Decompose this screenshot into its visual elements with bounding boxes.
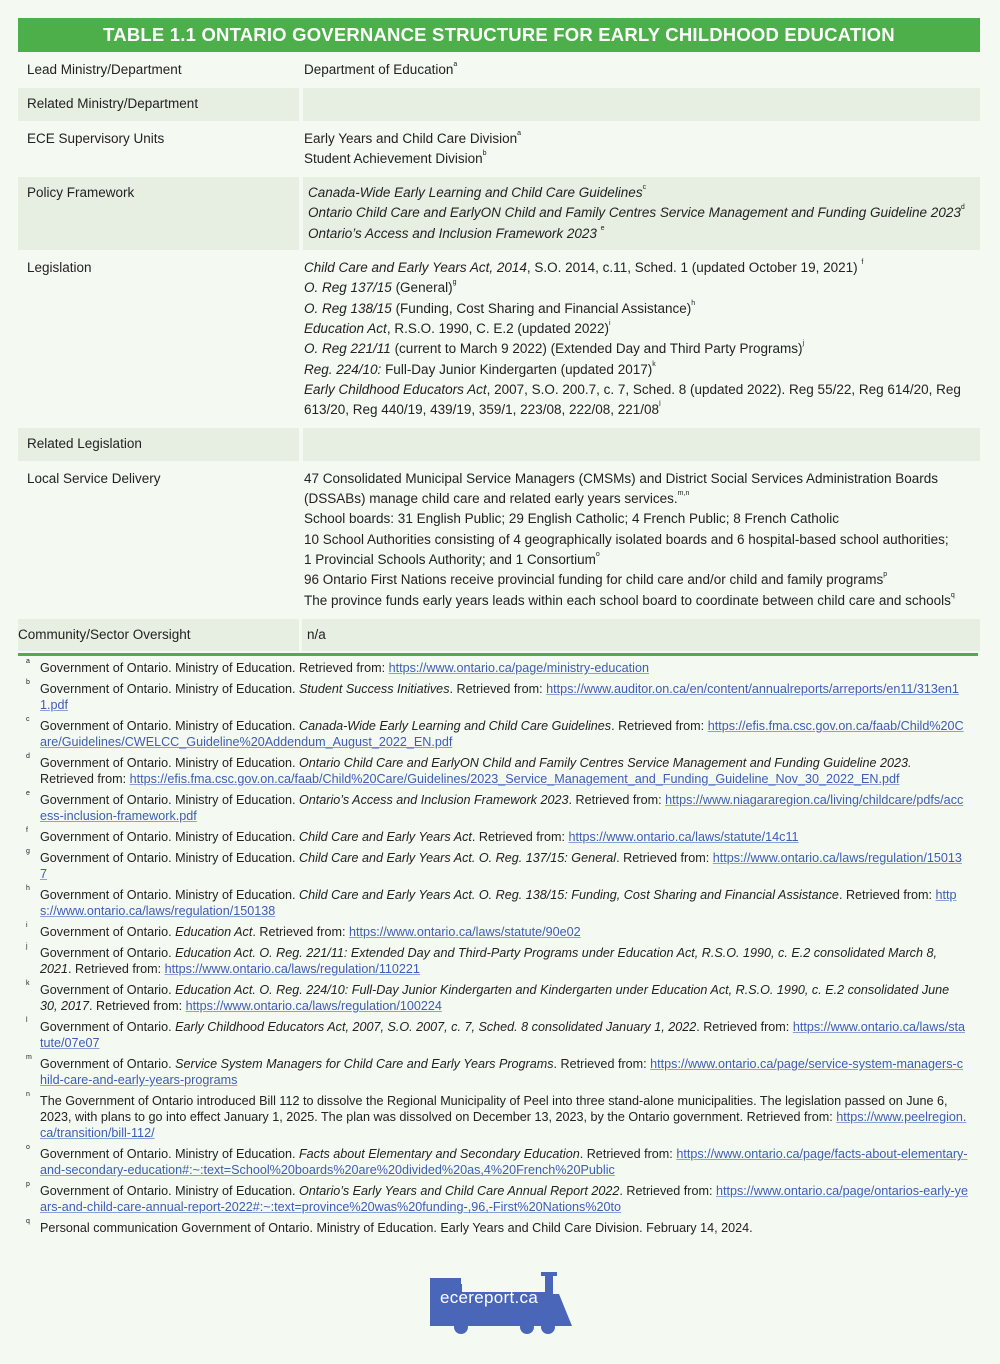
footnote: [18, 945, 968, 977]
row-label: Policy Framework: [18, 177, 299, 250]
footnote-text: . Retrieved from:: [696, 1020, 793, 1035]
value-italic: O. Reg 137/15: [304, 280, 392, 296]
value-italic: O. Reg 221/11: [304, 341, 391, 357]
footnote-title: Child Care and Early Years Act. O. Reg. 138/15: Funding, Cost Sharing and Financial Assistance: [298, 888, 839, 903]
footnote-letter: q: [26, 1218, 30, 1226]
value-line: [304, 258, 976, 278]
row-label: Legislation: [27, 260, 92, 276]
footnote-text: . Retrieved from:: [252, 925, 349, 940]
footnote: [18, 718, 968, 750]
footnote-ref: c: [642, 184, 647, 192]
value-text: (General): [391, 280, 453, 296]
table-row: [18, 252, 980, 426]
footnote: [18, 829, 968, 845]
footnote: [18, 1093, 968, 1141]
footnote-ref: l: [659, 401, 661, 409]
footnote-link[interactable]: https://www.ontario.ca/laws/statute/90e02: [348, 925, 581, 940]
value-text: The province funds early years leads within each school board to coordinate between child care and schools: [304, 592, 951, 608]
value-line: [308, 224, 976, 244]
footnote-text: Government of Ontario. Ministry of Education.: [40, 830, 299, 845]
footnote-title: Child Care and Early Years Act. O. Reg. 137/15: General: [298, 851, 617, 866]
footnote-text: Government of Ontario. Ministry of Education.: [40, 682, 299, 697]
value-italic: Ontario Child Care and EarlyON Child and Family Centres Service Management and Funding Guideline 2023: [308, 205, 961, 221]
value-line: [304, 570, 976, 590]
footnote-ref: m,n: [677, 490, 690, 498]
footnote-text: Personal communication Government of Ontario. Ministry of Education. Early Years and Child Care Division. February 14, 2024.: [40, 1221, 753, 1236]
value-line: [304, 469, 976, 510]
value-text: Early Years and Child Care Division: [304, 130, 518, 146]
footnote-link[interactable]: https://www.peelregion.ca/transition/bill-112/: [40, 1110, 967, 1141]
value-italic: Education Act: [304, 320, 387, 336]
value-italic: Canada-Wide Early Learning and Child Care Guidelines: [308, 185, 643, 201]
footnotes: [18, 660, 968, 1236]
value-italic: Early Childhood Educators Act: [304, 381, 487, 397]
ecereport-logo[interactable]: [428, 1270, 573, 1334]
footnote: [18, 924, 968, 940]
footnote-text: Government of Ontario. Ministry of Education.: [40, 1147, 299, 1162]
footnote-link[interactable]: https://www.ontario.ca/page/ministry-education: [388, 661, 649, 676]
value-line: [304, 530, 976, 550]
footnote: [18, 1220, 968, 1236]
value-text: 1 Provincial Schools Authority; and 1 Consortium: [304, 551, 596, 567]
footnote-ref: i: [608, 319, 611, 327]
footnote-text: Government of Ontario.: [40, 1020, 176, 1035]
value-line: [304, 380, 976, 421]
table-row: [18, 177, 980, 250]
value-text: n/a: [307, 626, 326, 642]
footnote-text: . Retrieved from:: [579, 1147, 677, 1162]
footnote: [18, 1056, 968, 1088]
table-row: [18, 428, 980, 460]
footnote-letter: a: [26, 658, 30, 666]
value-italic: O. Reg 138/15: [304, 300, 392, 316]
footnote-title: Education Act. O. Reg. 221/11: Extended Day and Third-Party Programs under Education Act, R.S.O. 1990, c. E.2 consolidated March 8, 2021: [40, 946, 937, 977]
value-text: Full-Day Junior Kindergarten (updated 2017): [381, 361, 653, 377]
footnote-title: Early Childhood Educators Act, 2007, S.O. 2007, c. 7, Sched. 8 consolidated January 1, 2022: [175, 1020, 697, 1035]
footnote-letter: o: [26, 1144, 30, 1152]
value-text: School boards: 31 English Public; 29 English Catholic; 4 French Public; 8 French Catholic: [304, 511, 840, 527]
table-row: [18, 463, 980, 617]
footnote-link[interactable]: https://www.auditor.on.ca/en/content/annualreports/arreports/en11/313en11.pdf: [40, 682, 959, 713]
value-text: 96 Ontario First Nations receive provincial funding for child care and/or child and family programs: [304, 572, 884, 588]
footnote-ref: b: [482, 149, 487, 157]
row-label: Related Ministry/Department: [18, 88, 299, 120]
footnote-text: Government of Ontario.: [40, 946, 176, 961]
value-text: , R.S.O. 1990, C. E.2 (updated 2022): [386, 320, 609, 336]
footnote-letter: i: [26, 922, 28, 930]
value-line: [308, 203, 976, 223]
footnote-text: Government of Ontario. Ministry of Education.: [40, 851, 299, 866]
footnote-title: Education Act. O. Reg. 224/10: Full-Day Junior Kindergarten and Kindergarten under Education Act, R.S.O. 1990, c. E.2 consolidated June 30, 2017: [40, 983, 950, 1014]
footnote-link[interactable]: https://www.niagararegion.ca/living/childcare/pdfs/access-inclusion-framework.pdf: [40, 793, 964, 824]
value-text: , S.O. 2014, c.11, Sched. 1 (updated October 19, 2021): [526, 260, 862, 276]
row-value: [299, 88, 980, 120]
value-line: [304, 299, 976, 319]
footnote-link[interactable]: https://www.ontario.ca/laws/statute/14c11: [568, 830, 799, 845]
governance-table: [18, 54, 980, 651]
row-label: Community/Sector Oversight: [18, 619, 299, 651]
footnote-text: . Retrieved from:: [553, 1057, 651, 1072]
footnote: [18, 660, 968, 676]
footnote-link[interactable]: https://efis.fma.csc.gov.on.ca/faab/Child%20Care/Guidelines/CWELCC_Guideline%20Addendum_August_2022_EN.pdf: [40, 719, 964, 750]
footnote-text: . Retrieved from:: [568, 793, 666, 808]
value-line: [304, 149, 976, 169]
value-text: (current to March 9 2022) (Extended Day and Third Party Programs): [390, 341, 803, 357]
table-row: [18, 619, 980, 651]
table-bottom-rule: [18, 653, 978, 656]
footnote-text: Government of Ontario. Ministry of Education. Retrieved from:: [40, 661, 389, 676]
footnote-ref: g: [452, 279, 457, 287]
footnote: [18, 850, 968, 882]
footnote-text: Government of Ontario.: [40, 925, 176, 940]
footnote-text: . Retrieved from:: [471, 830, 569, 845]
footnote-text: . Retrieved from:: [449, 682, 547, 697]
footnote: [18, 887, 968, 919]
row-label: ECE Supervisory Units: [27, 130, 165, 146]
value-italic: Ontario’s Access and Inclusion Framework 2023: [308, 225, 597, 241]
row-label: Lead Ministry/Department: [27, 62, 182, 77]
footnote-title: Ontario Child Care and EarlyON Child and Family Centres Service Management and Funding Guideline 2023.: [298, 756, 912, 771]
row-value: [299, 252, 980, 426]
footnote: [18, 681, 968, 713]
footnote-ref: p: [883, 571, 888, 579]
footnote: [18, 1019, 968, 1051]
footnote-letter: p: [26, 1181, 30, 1189]
footnote-ref: j: [802, 340, 805, 348]
footnote-text: Government of Ontario. Ministry of Education.: [40, 1184, 299, 1199]
value-line: [304, 339, 976, 359]
value-text: 47 Consolidated Municipal Service Managers (CMSMs) and District Social Services Administration Boards (DSSABs) manage child care and related early years services.: [304, 470, 939, 507]
footnote-ref: e: [600, 224, 605, 232]
footnote-text: Government of Ontario. Ministry of Education.: [40, 756, 299, 771]
footnote-text: Government of Ontario. Ministry of Education.: [40, 793, 299, 808]
footnote-ref: k: [652, 360, 656, 368]
table-row: [18, 54, 980, 86]
footnote-ref: q: [950, 591, 955, 599]
footnote: [18, 982, 968, 1014]
row-value: [299, 123, 980, 176]
footnote-text: . Retrieved from:: [68, 962, 165, 977]
footnote-letter: d: [26, 753, 30, 761]
footnote-link[interactable]: https://www.ontario.ca/page/facts-about-elementary-and-secondary-education#:~:text=School%20boards%20are%20divided%20as,4%20French%20Public: [40, 1147, 968, 1178]
footnote-ref: h: [691, 299, 696, 307]
footnote-title: Canada-Wide Early Learning and Child Care Guidelines: [298, 719, 612, 734]
value-text: 10 School Authorities consisting of 4 geographically isolated boards and 6 hospital-based school authorities;: [304, 531, 949, 547]
footnote-title: Student Success Initiatives: [298, 682, 450, 697]
value-text: Department of Education: [304, 62, 454, 77]
footnote-text: . Retrieved from:: [611, 719, 708, 734]
footnote-title: Facts about Elementary and Secondary Education: [298, 1147, 580, 1162]
footnote: [18, 1146, 968, 1178]
value-line: [304, 60, 976, 80]
footnote-text: . Retrieved from:: [616, 851, 713, 866]
footnote-link[interactable]: https://www.ontario.ca/laws/regulation/150137: [40, 851, 962, 882]
row-value: [299, 54, 980, 86]
value-line: [304, 129, 976, 149]
footnote-link[interactable]: https://www.ontario.ca/page/ontarios-early-years-and-child-care-annual-report-2022#:~:text=province%20was%20funding-,96,-First%20Nations%20to: [40, 1184, 968, 1215]
footnote-letter: l: [26, 1017, 28, 1025]
footnote-link[interactable]: https://www.ontario.ca/laws/regulation/150138: [40, 888, 957, 919]
footnote-letter: f: [26, 827, 28, 835]
footnote-ref: a: [453, 61, 458, 68]
footnote: [18, 755, 968, 787]
value-line: [304, 591, 976, 611]
value-italic: Reg. 224/10:: [304, 361, 382, 377]
footnote-title: Service System Managers for Child Care and Early Years Programs: [175, 1057, 554, 1072]
value-line: [304, 360, 976, 380]
value-line: [304, 278, 976, 298]
footnote-letter: e: [26, 790, 30, 798]
footnote-letter: h: [26, 885, 30, 893]
footnote-ref: a: [517, 129, 522, 137]
footnote-text: Government of Ontario.: [40, 1057, 176, 1072]
footnote-text: Government of Ontario.: [40, 983, 176, 998]
row-label: Related Legislation: [18, 428, 299, 460]
footnote-letter: b: [26, 679, 30, 687]
footnote-link[interactable]: https://www.ontario.ca/laws/regulation/110221: [164, 962, 420, 977]
value-italic: Child Care and Early Years Act, 2014: [304, 260, 527, 276]
logo-text: ecereport.ca: [440, 1288, 539, 1308]
footnote-link[interactable]: https://www.ontario.ca/laws/statute/07e07: [40, 1020, 965, 1051]
footnote-link[interactable]: https://efis.fma.csc.gov.on.ca/faab/Child%20Care/Guidelines/2023_Service_Management_and_Funding_Guideline_Nov_30_2022_EN.pdf: [129, 772, 900, 787]
value-line: [304, 509, 976, 529]
footnote-text: . Retrieved from:: [89, 999, 186, 1014]
footnote-text: Government of Ontario. Ministry of Education.: [40, 888, 299, 903]
footnote-ref: o: [595, 550, 600, 558]
table-row: [18, 123, 980, 176]
table-row: [18, 88, 980, 120]
footnote-ref: d: [960, 204, 965, 212]
footnote-text: Retrieved from:: [40, 772, 130, 787]
value-text: , 2007, S.O. 200.7, c. 7, Sched. 8 (updated 2022). Reg 55/22, Reg 614/20, Reg 613/20, Reg 440/19, 439/19, 359/1, 223/08, 222/08, 221/08: [304, 381, 961, 418]
footnote-letter: g: [26, 848, 30, 856]
footnote-link[interactable]: https://www.ontario.ca/laws/regulation/100224: [185, 999, 442, 1014]
footnote-title: Ontario’s Access and Inclusion Framework 2023: [298, 793, 569, 808]
row-value: [299, 428, 980, 460]
row-label: Local Service Delivery: [27, 470, 161, 486]
footnote-title: Child Care and Early Years Act: [298, 830, 472, 845]
footnote: [18, 792, 968, 824]
footnote-text: . Retrieved from:: [838, 888, 936, 903]
footnote: [18, 1183, 968, 1215]
footnote-letter: k: [26, 980, 30, 988]
value-line: [307, 625, 976, 645]
value-text: (Funding, Cost Sharing and Financial Assistance): [391, 300, 692, 316]
value-line: [304, 550, 976, 570]
footnote-letter: c: [26, 716, 30, 724]
footnote-ref: f: [861, 259, 864, 267]
value-text: Student Achievement Division: [304, 150, 483, 166]
table-title: TABLE 1.1 ONTARIO GOVERNANCE STRUCTURE FOR EARLY CHILDHOOD EDUCATION: [18, 18, 980, 52]
value-line: [308, 183, 976, 203]
row-value: [299, 177, 980, 250]
footnote-text: . Retrieved from:: [619, 1184, 716, 1199]
footnote-link[interactable]: https://www.ontario.ca/page/service-system-managers-child-care-and-early-years-programs: [40, 1057, 964, 1088]
row-value: [302, 619, 980, 651]
footnote-letter: j: [26, 943, 28, 951]
footnote-title: Education Act: [175, 925, 253, 940]
footnote-text: Government of Ontario. Ministry of Education.: [40, 719, 299, 734]
footnote-letter: n: [26, 1091, 30, 1099]
row-value: [299, 463, 980, 617]
footnote-text: The Government of Ontario introduced Bill 112 to dissolve the Regional Municipality of Peel into three stand-alone municipalities. The legislation passed on June 6, 2023, with plans to go into effect January 1, 2025. The plan was dissolved on December 13, 2023, by the Ontario government. Retrieved from:: [40, 1094, 948, 1125]
footnote-title: Ontario’s Early Years and Child Care Annual Report 2022: [298, 1184, 620, 1199]
value-line: [304, 319, 976, 339]
footnote-letter: m: [26, 1054, 32, 1062]
